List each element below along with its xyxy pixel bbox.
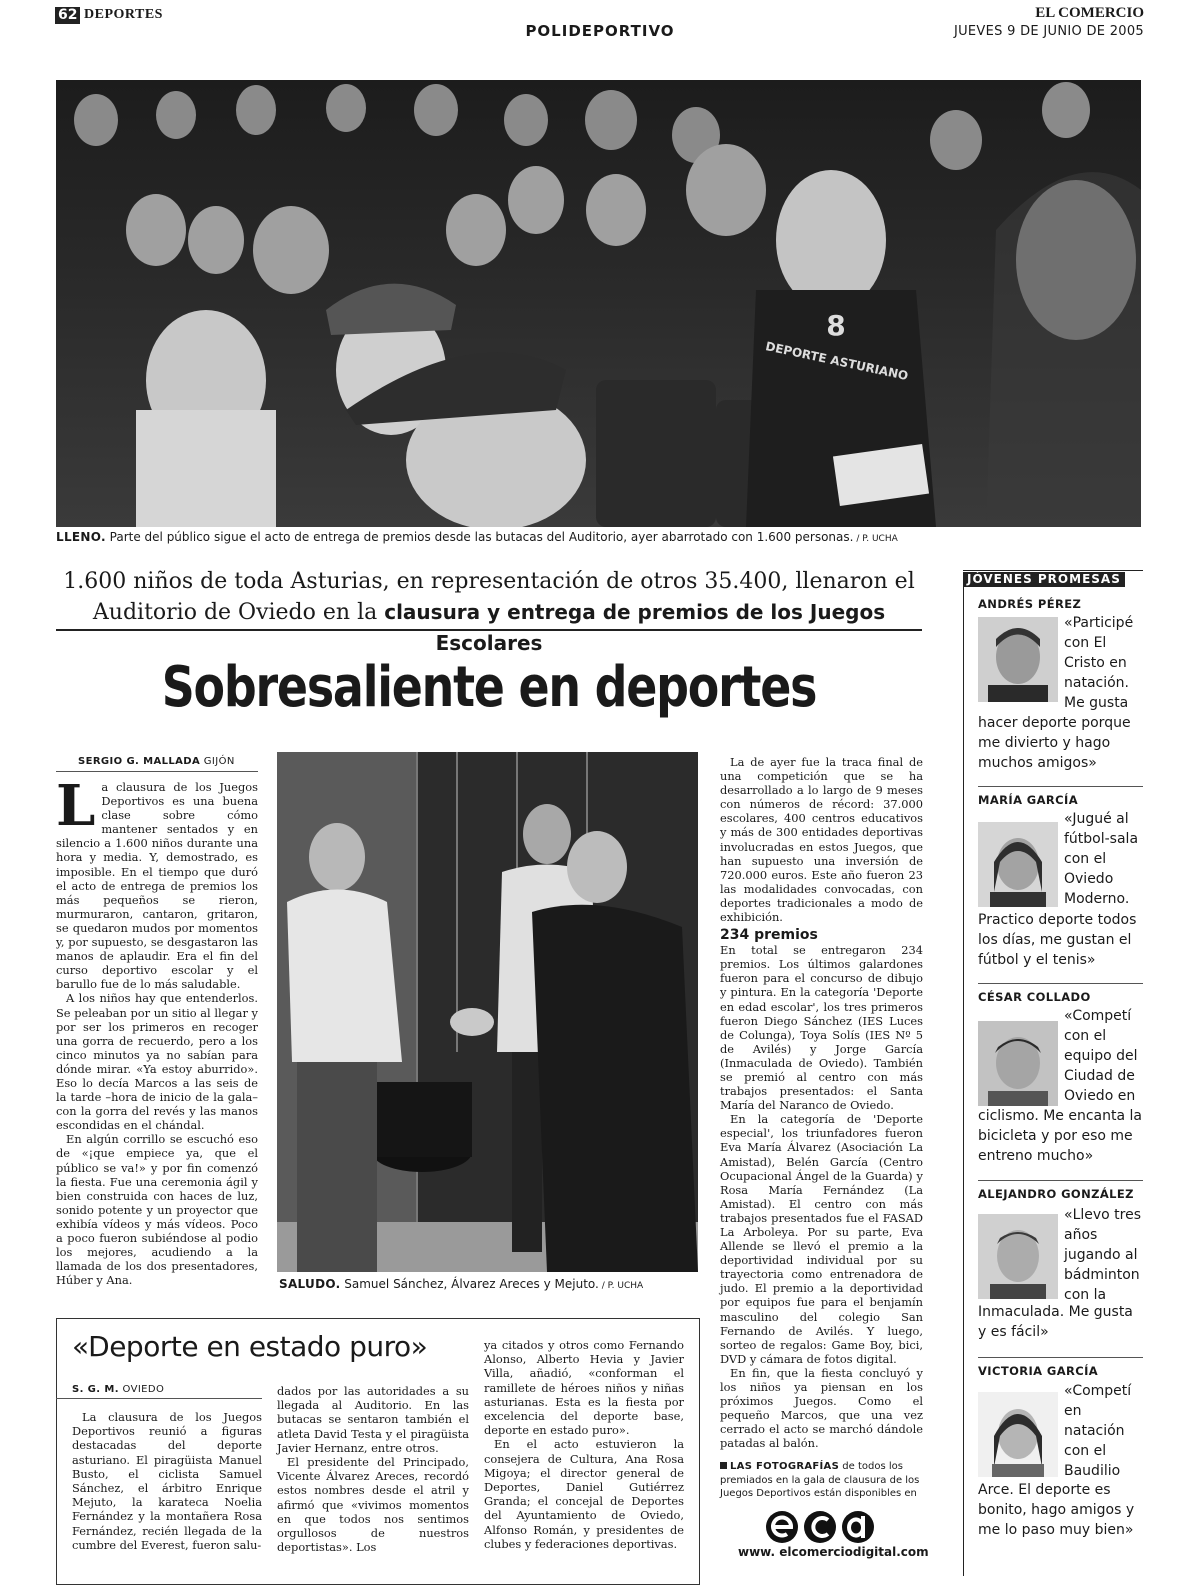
website-url[interactable]: www. elcomerciodigital.com [738, 1545, 929, 1559]
article-column-3 [720, 755, 923, 1451]
jersey-number: 8 [826, 309, 846, 342]
sidebar-quote: «Competí en natación con el Baudilio [1064, 1383, 1132, 1479]
jersey-text: DEPORTE ASTURIANO [764, 339, 910, 384]
sidebar-divider [978, 786, 1143, 787]
box-paragraph: La clausura de los Juegos Deportivos reunió a figuras destacadas del deporte asturiano. El piragüista Manuel Busto, el ciclista Samuel Sánchez, el árbitro Enrique Mejuto, la karateca Noelia Fernández y la montañera Rosa Fernández, recién llegada de la cumbre del Everest, fueron salu- [72, 1410, 262, 1552]
sidebar-quote: Practico deporte todos los días, me gustan el fútbol y el tenis» [978, 912, 1137, 968]
footnote: LAS FOTOGRAFÍAS de todos los premiados en la gala de clausura de los Juegos Deportivos están disponibles en [720, 1461, 920, 1499]
section-name: DEPORTES [84, 7, 163, 22]
sidebar-divider [978, 1357, 1143, 1358]
logo-text: ecd [820, 1542, 822, 1543]
sidebar-quote: ciclismo. Me encanta la bicicleta y por eso me entreno mucho» [978, 1108, 1142, 1164]
article-paragraph: A los niños hay que entenderlos. Se peleaban por un sitio al llegar y por ser los primeros en recoger una gorra de recuerdo, pero a los cinco minutos ya no sabían para dónde mirar. «Ya estoy aburrido». Eso lo decía Marcos a las seis de la tarde –hora de inicio de la gala– con la gorra del revés y las manos escondidas en el chándal. [56, 991, 258, 1133]
portrait-photo [978, 1021, 1058, 1106]
article-paragraph: En algún corrillo se escuchó eso de «¡que empiece ya, que el público se va!» y por fin comenzó la fiesta. Fue una ceremonia ágil y bien construida con haces de luz, sonido potente y un proyector que exhibía vídeos y más vídeos. Poco a poco fueron subiéndose al podio los mejores, acudiendo a la llamada de los dos presentadores, Húber y Ana. [56, 1132, 258, 1288]
article-subhead: 234 premios [720, 927, 818, 944]
box-paragraph: El presidente del Principado, Vicente Álvarez Areces, recordó estos nombres desde el atril y afirmó que «vivimos momentos en que todos nos sentimos orgullosos de nuestros deportistas». Los [277, 1455, 469, 1555]
sidebar-left-rule [963, 586, 964, 1576]
sidebar-item-name: ANDRÉS PÉREZ [978, 597, 1082, 611]
subsection-name: POLIDEPORTIVO [525, 22, 675, 40]
box-column-3 [484, 1338, 684, 1551]
box-column-2 [277, 1384, 469, 1554]
byline: SERGIO G. MALLADA GIJÓN [78, 756, 235, 767]
issue-date: JUEVES 9 DE JUNIO DE 2005 [953, 24, 1144, 39]
portrait-photo [978, 822, 1058, 907]
byline-rule [56, 771, 258, 772]
deck [56, 566, 922, 659]
article-paragraph: La de ayer fue la traca final de una competición que se ha desarrollado a lo largo de 9 meses con números de récord: 37.000 escolares, 400 centros educativos y más de 300 entidades deportivas involucradas en estos Juegos, que han supuesto una inversión de 720.000 euros. Este año fueron 23 las modalidades convocadas, con deportes tradicionales a modo de exhibición. [720, 755, 923, 925]
square-bullet-icon [720, 1462, 727, 1469]
article-column-1 [56, 773, 258, 1288]
article-paragraph: En fin, que la fiesta concluyó y los niños ya piensan en los próximos Juegos. Como el pequeño Marcos, que una vez cerrado el acto se marchó dándole patadas al balón. [720, 1365, 923, 1451]
sidebar-item-name: ALEJANDRO GONZÁLEZ [978, 1187, 1134, 1201]
portrait-photo [978, 1392, 1058, 1477]
newspaper-name: EL COMERCIO [1035, 5, 1144, 21]
second-photo-caption: SALUDO. Samuel Sánchez, Álvarez Areces y Mejuto. / P. UCHA [279, 1277, 644, 1291]
sidebar-quote: «Competí con el equipo del Ciudad de Oviedo en [1064, 1008, 1138, 1104]
portrait-photo [978, 617, 1058, 702]
article-paragraph: a clausura de los Juegos Deportivos es una buena clase sobre cómo mantener sentados y en silencio a 1.600 niños durante una hora y media. Y, demostrado, es imposible. En el tiempo que duró el acto de entrega de premios los más pequeños se rieron, murmuraron, cantaron, gritaron, se quedaron mudos por momentos y, por supuesto, se desgastaron las manos de aplaudir. Era el fin del curso deportivo escolar y el barullo fue de lo más saludable. [56, 780, 258, 992]
sidebar-quote: «Jugué al fútbol-sala con el Oviedo Moderno. [1064, 811, 1139, 907]
drop-cap: L [56, 773, 96, 839]
box-column-1 [72, 1410, 262, 1552]
main-photo [56, 80, 1141, 527]
box-byline-rule [56, 1398, 262, 1399]
deck-rule [56, 629, 922, 631]
sidebar-quote: «Llevo tres años jugando al bádminton con la [1064, 1207, 1142, 1303]
box-paragraph: ya citados y otros como Fernando Alonso, Alberto Hevia y Javier Villa, añadió, «conforman el ramillete de héroes niños y niñas asturianas. Esta es la fiesta por excelencia del deporte base, deporte en estado puro». [484, 1338, 684, 1438]
deck-line-1: 1.600 niños de toda Asturias, en representación de otros 35.400, llenaron el [63, 569, 915, 594]
sidebar-divider [978, 983, 1143, 984]
sidebar-divider [978, 1180, 1143, 1181]
sidebar-quote: «Participé con El Cristo en natación. Me gusta [1064, 615, 1134, 711]
ecd-logo [765, 1510, 875, 1544]
sidebar-quote: Arce. El deporte es bonito, hago amigos y me lo paso muy bien» [978, 1482, 1135, 1538]
article-paragraph: En la categoría de 'Deporte especial', los triunfadores fueron Eva María Álvarez (Asociación La Amistad), Belén García (Centro Ocupacional Ángel de la Guarda) y Rosa María Fernández (La Amistad). El centro con más trabajos presentados fue el FASAD La Arboleya. Por su parte, Eva Allende se llevó el premio a la deportividad individual por su trayectoria como entrenadora de judo. El premio a la deportividad por equipos fue para el benjamín masculino del colegio San Fernando de Avilés. Y luego, sorteo de regalos: Game Boy, bici, DVD y cámara de fotos digital. [720, 1112, 923, 1366]
portrait-photo [978, 1214, 1058, 1299]
sidebar-item-name: CÉSAR COLLADO [978, 990, 1091, 1004]
box-title: «Deporte en estado puro» [72, 1330, 428, 1363]
box-byline: S. G. M. OVIEDO [72, 1384, 165, 1395]
page-number: 62 [55, 7, 80, 24]
box-paragraph: dados por las autoridades a su llegada al Auditorio. En las butacas se sentaron también el atleta David Testa y el piragüista Javier Hernanz, entre otros. [277, 1384, 469, 1455]
second-photo [277, 752, 698, 1272]
sidebar-title: JÓVENES PROMESAS [963, 572, 1125, 587]
sidebar-quote: hacer deporte porque me divierto y hago muchos amigos» [978, 715, 1131, 771]
sidebar-top-rule [963, 570, 1143, 571]
deck-line-2: Auditorio de Oviedo en la clausura y entrega de premios de los Juegos Escolares [92, 600, 886, 655]
sidebar-quote: Inmaculada. Me gusta y es fácil» [978, 1304, 1133, 1340]
article-paragraph: En total se entregaron 234 premios. Los últimos galardones fueron para el concurso de dibujo y pintura. En la categoría 'Deporte en edad escolar', los tres primeros fueron Diego Sánchez (IES Luces de Colunga), Toya Solís (IES Nº 5 de Avilés) y Jorge García (Inmaculada de Oviedo). También se premió al centro con más trabajos presentados: el Santa María del Naranco de Oviedo. [720, 943, 923, 1113]
box-paragraph: En el acto estuvieron la consejera de Cultura, Ana Rosa Migoya; el director general de Deportes, Daniel Gutiérrez Granda; el concejal de Deportes del Ayuntamiento de Oviedo, Alfonso Román, y presidentes de clubes y federaciones deportivas. [484, 1437, 684, 1551]
sidebar-item-name: VICTORIA GARCÍA [978, 1364, 1099, 1378]
sidebar-item-name: MARÍA GARCÍA [978, 793, 1078, 807]
main-photo-caption: LLENO. Parte del público sigue el acto de entrega de premios desde las butacas del Auditorio, ayer abarrotado con 1.600 personas. / P. UCHA [56, 530, 898, 544]
headline: Sobresaliente en deportes [161, 655, 817, 720]
